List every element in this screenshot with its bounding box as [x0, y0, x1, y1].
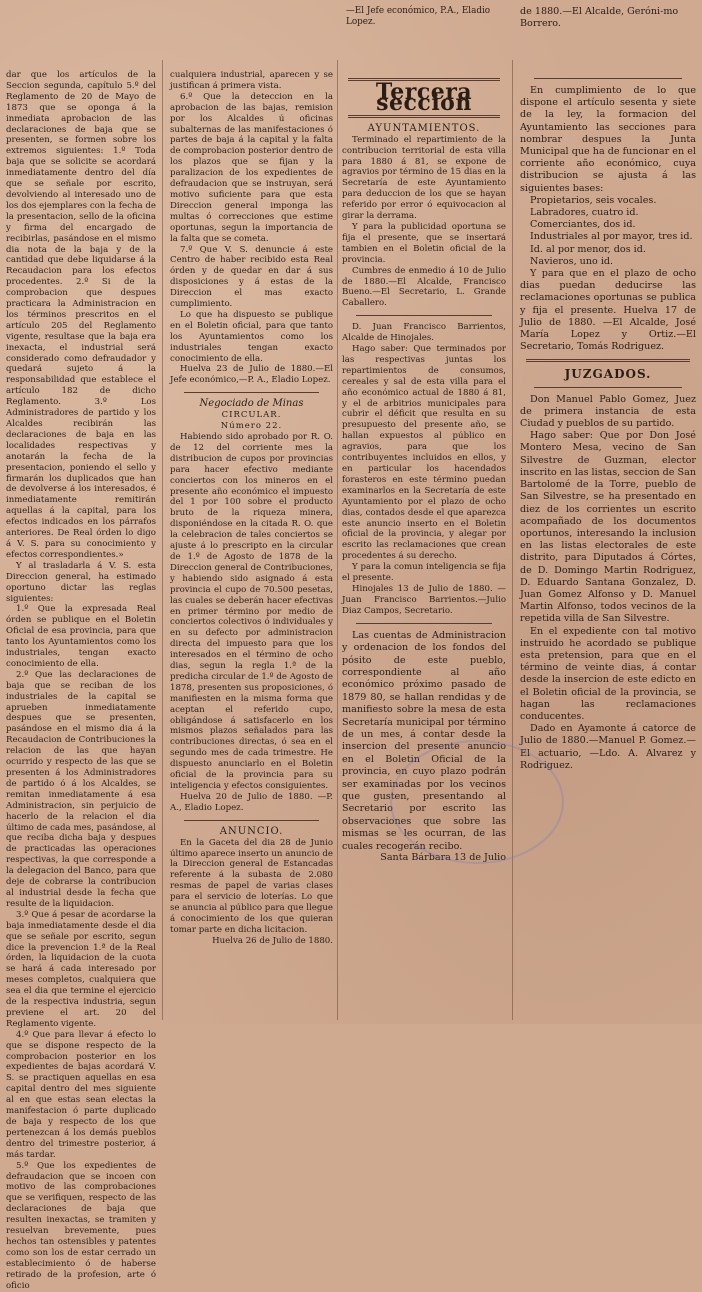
paragraph: Las cuentas de Administracion y ordenacion de los fondos del pósito de este pueblo, correspondiente al año económico próximo pasado de 1879 80, se hallan rendidas y de manifiesto sobre la mesa de esta Secretaría municipal por término de un mes, á contar desde la insercion del presente anuncio en el Boletin Oficial de la provincia, en cuyo plazo podrán ser examinadas por los vecinos que gusten, presentando al Secretario por escrito las observaciones que sobre las mismas se les ocurran, de las cuales recogerán recibo. — [342, 629, 506, 852]
anuncio-heading: ANUNCIO. — [219, 825, 284, 837]
paragraph: Id. al por menor, dos id. — [530, 243, 646, 255]
paragraph: Hago saber: Que por Don José Montero Mesa, vecino de San Silvestre de Guzman, elector inscrito en las listas, seccion de San Bartolomé de la Torre, pueblo de San Silvestre, se ha presentado en diez de los corrientes un escrito acompañado de los documentos oportunos, interesando la inclusion en las listas electorales de este distrito, para Diputados á Córtes, de D. Domingo Martin Rodriguez, D. Eduardo Santana Gonzalez, D. Juan Gomez Alfonso y D. Manuel Martin Alfonso, todos vecinos de la repetida villa de San Silvestre. — [520, 430, 696, 625]
paragraph: Terminado el repartimiento de la contribucion territorial de esta villa para 1880 á 81, se expone de agravios por término de 15 dias en la Secretaría de este Ayuntamiento para deduccion de los que se hayan referido por error ó equivocacion al girar la derrama. — [342, 134, 506, 222]
paragraph: Huelva 23 de Julio de 1880.—El Jefe económico,—P. A., Eladio Lopez. — [170, 364, 333, 386]
paragraph: 1.º Que la expresada Real órden se publique en el Boletin Oficial de esa provincia, para que tanto los Ayuntamientos como los industriales, tengan exacto conocimiento de ella. — [6, 604, 156, 669]
paragraph: 5.º Que los expedientes de defraudacion que se incoen con motivo de las comprobaciones que se verifiquen, respecto de las declaraciones de baja que resulten inexactas, se tramiten y resuelvan brevemente, pues hechos tan ostensibles y patentes como son los de estar cerrado un establecimiento ó de haberse retirado de la profesion, arte ó oficio — [6, 1160, 156, 1291]
paragraph: Y para que en el plazo de ocho dias puedan deducirse las reclamaciones oportunas se publica y fija el presente. Huelva 17 de Julio de 1880. —El Alcalde, José María Lopez y Ortiz.—El Secretario, Tomás Rodriguez. — [520, 268, 696, 353]
separator — [184, 392, 319, 393]
paragraph: 3.º Que á pesar de acordarse la baja inmediatamente desde el dia que se señale por escrito, segun dice la prevencion 1.ª de la Real órden, la liquidacion de la cuota se hará á cada interesado por meses completos, cualquiera que sea el dia que termine el ejercicio de la respectiva industria, segun previene el art. 20 del Reglamento vigente. — [6, 909, 156, 1029]
column-rule — [337, 60, 338, 1020]
paragraph: Don Manuel Pablo Gomez, Juez de primera instancia de esta Ciudad y pueblos de su partido. — [520, 393, 696, 430]
paragraph: Cumbres de enmedio á 10 de Julio de 1880.—El Alcalde, Francisco Bueno.—El Secretario, L. Grande Caballero. — [342, 265, 506, 309]
column-rule — [512, 60, 513, 1020]
paragraph: Santa Bárbara 13 de Julio — [380, 852, 506, 863]
paragraph: En la Gaceta del dia 28 de Junio último aparece inserto un anuncio de la Direccion general de Estancadas referente á la subasta de 2.080 resmas de papel de varias clases para el servicio de loterías. Lo que se anuncia al público para que llegue á conocimiento de los que quieran tomar parte en dicha licitacion. — [170, 837, 333, 935]
paragraph: D. Juan Francisco Barrientos, Alcalde de Hinojales. — [342, 322, 506, 344]
paragraph: En el expediente con tal motivo instruido he acordado se publique esta pretension, para que en el término de veinte dias, á contar desde la insercion de este edicto en el Boletin oficial de la provincia, se hagan las reclamaciones conducentes. — [520, 625, 696, 722]
separator — [356, 623, 492, 624]
paragraph: Y para la publicidad oportuna se fija el presente, que se insertará tambien en el Boletin oficial de la provincia. — [342, 221, 506, 265]
paragraph: 7.º Que V. S. denuncie á este Centro de haber recibido esta Real órden y de quedar en dar á sus disposiciones y á estas de la Direccion el mas exacto cumplimiento. — [170, 244, 333, 310]
paragraph: cualquiera industrial, aparecen y se justifican á primera vista. — [170, 70, 333, 91]
separator — [534, 387, 682, 388]
column-2 — [170, 70, 333, 1018]
paragraph: Hinojales 13 de Julio de 1880. —Juan Francisco Barrientos.—Julio Diaz Campos, Secretario. — [342, 583, 506, 616]
top-fragment-col4: de 1880.—El Alcalde, Geróni-mo Borrero. — [520, 6, 679, 29]
paragraph: Propietarios, seis vocales. — [530, 194, 657, 206]
ayuntamientos-heading: AYUNTAMIENTOS. — [367, 122, 481, 134]
paragraph: 2.º Que las declaraciones de baja que se reciban de los industriales de la capital se aprueben inmediatamente despues que se presenten, pasándose en el mismo dia á la Recaudacion de Contribuciones la relacion de las que hayan ocurrido y respecto de las que se presenten á los Administradores de partido ó á los Alcaldes, se remitan inmediatamente á esa Administracion, sin perjuicio de hacerlo de la relacion el dia último de cada mes, pasándose, al que reciba dicha baja y despues de practicadas las operaciones respectivas, la que corresponde a la delegacion del Banco, para que deje de cobrarse la contribucion al industrial desde la fecha que resulte de la liquidacion. — [6, 669, 156, 909]
column-1 — [6, 70, 156, 1291]
column-3 — [342, 72, 506, 1018]
paragraph: Y para la comun inteligencia se fija el presente. — [342, 562, 506, 584]
paragraph: Lo que ha dispuesto se publique en el Boletin oficial, para que tanto los Ayuntamientos como los industriales tengan exacto conocimiento de ella. — [170, 309, 333, 364]
paragraph: En cumplimiento de lo que dispone el artículo sesenta y siete de la ley, la formacion del Ayuntamiento las secciones para nombrar despues la Junta Municipal que ha de funcionar en el corriente año económico, cuya distribucion se ajusta á las siguientes bases: — [520, 85, 696, 194]
tercera-seccion-title: Tercera seccion — [375, 79, 473, 116]
paragraph: Industriales al por mayor, tres id. — [530, 231, 693, 243]
section-heading-minas: Negociado de Minas — [199, 398, 304, 410]
separator — [184, 820, 319, 821]
paragraph: Dado en Ayamonte á catorce de Julio de 1880.—Manuel P. Gomez.—El actuario, —Ldo. A. Alvarez y Rodriguez. — [520, 723, 696, 771]
paragraph: Hago saber: Que terminados por las respectivas juntas los repartimientos de consumos, cereales y sal de esta villa para el año económico actual de 1880 á 81, y el de arbitrios municipales para cubrir el déficit que resulta en su presupuesto del presente año, se hallan expuestos al público en agravios, para que los contribuyentes incluidos en ellos, y en particular los hacendados forasteros en este término puedan examinarlos en la Secretaría de este Ayuntamiento por el plazo de ocho dias, contados desde el que aparezca este anuncio inserto en el Boletin oficial de la provincia, y alegar por escrito las reclamaciones que crean procedentes á su derecho. — [342, 344, 506, 562]
separator — [526, 359, 690, 362]
column-4 — [520, 72, 696, 1018]
paragraph: 4.º Que para llevar á efecto lo que se dispone respecto de la comprobacion posterior en los expedientes de bajas acordará V. S. se practiquen aquellas en esa capital dentro del mes siguiente al en que estas sean electas la manifestacion ó parte duplicado de baja y respecto de los que pertenezcan á los demás pueblos dentro del trimestre posterior, á más tardar. — [6, 1029, 156, 1160]
paragraph: Navieros, uno id. — [530, 255, 614, 267]
paragraph: Comerciantes, dos id. — [530, 219, 636, 231]
paragraph: Y al trasladarla á V. S. esta Direccion general, ha estimado oportuno dictar las reglas siguientes: — [6, 560, 156, 604]
circular-heading: CIRCULAR. — [221, 410, 282, 421]
paragraph: Huelva 20 de Julio de 1880. —P. A., Eladio Lopez. — [170, 791, 333, 813]
paragraph: Habiendo sido aprobado por R. O. de 12 del corriente mes la distribucion de cupos por provincias para hacer efectivo mediante conciertos con los mineros en el presente año económico el impuesto del 1 por 100 sobre el producto bruto de la riqueza minera, disponiéndose en la citada R. O. que la celebracion de tales conciertos se ajuste á lo prescripto en la circular de 1.º de Agosto de 1878 de la Direccion general de Contribuciones, y habiendo sido asignado á esta provincia el cupo de 70.500 pesetas, las cuales se deberán hacer efectivas en primer término por medio de conciertos colectivos ó individuales y en su defecto por administracion directa del impuesto para que los interesados en el término de ocho dias, segun la regla 1.ª de la predicha circular de 1.º de Agosto de 1878, presenten sus proposiciones, ó manifiesten en la misma forma que aceptan el referido cupo, obligándose á satisfacerlo en los mismos plazos señalados para las contribuciones directas, ó sea en el segundo mes de cada trimestre. He dispuesto anunciarlo en el Boletin oficial de la provincia para su inteligencia y efectos consiguientes. — [170, 432, 334, 791]
top-fragment-col3: —El Jefe económico, P.A., Eladio Lopez. — [346, 6, 491, 27]
juzgados-heading: JUZGADOS. — [564, 367, 652, 382]
paragraph: dar que los artículos de la Seccion segunda, capítulo 5.º del Reglamento de 20 de Mayo de 1873 que se oponga á la inmediata aprobacion de las declaraciones de baja que se presenten, se formen sobre los extremos siguientes: 1.º Toda baja que se solicite se acordará inmediatamente dentro del día que se señale por escrito, devolviendo al interesado uno de los dos ejemplares con la fecha de la presentacion, sello de la oficina y firma del encargado de recibirlas, pasándose en el mismo dia nota de la baja y de la cantidad que debe liquidarse á la Recaudacion para los efectos procedentes. 2.º Si de la comprobacion que despues practicara la Administracion en los términos prescritos en el artículo 205 del Reglamento vigente, resultase que la baja era inexacta, el industrial será considerado como defraudador y quedará sujeto á la responsabilidad que establece el artículo 182 de dicho Reglamento. 3.º Los Administradores de partido y los Alcaldes recibirán las declaraciones de baja en las localidades respectivas y anotarán la fecha de la presentacion, poniendo el sello y firmarán los duplicados que han de devolverse á los interesados, é inmediatamente remitirán aquellas á la capital, para los efectos indicados en los párrafos anteriores. De Real órden lo digo á V. S. para su conocimiento y efectos correspondientes.» — [6, 70, 156, 560]
numero-heading: Número 22. — [220, 421, 283, 432]
separator — [356, 315, 492, 316]
paragraph: 6.º Que la deteccion en la aprobacion de las bajas, remision por los Alcaldes ú oficinas subalternas de las manifestaciones ó partes de baja á la capital y la falta de comprobacion posterior dentro de los plazos que se fijan y la paralizacion de los expedientes de defraudacion que se instruyan, será motivo suficiente para que esta Direccion general imponga las multas ó correcciones que estime oportunas, segun la importancia de la falta que se cometa. — [170, 91, 333, 244]
column-rule — [162, 60, 163, 1020]
paragraph: Labradores, cuatro id. — [530, 207, 639, 219]
separator — [534, 78, 682, 79]
paragraph: Huelva 26 de Julio de 1880. — [212, 935, 333, 946]
